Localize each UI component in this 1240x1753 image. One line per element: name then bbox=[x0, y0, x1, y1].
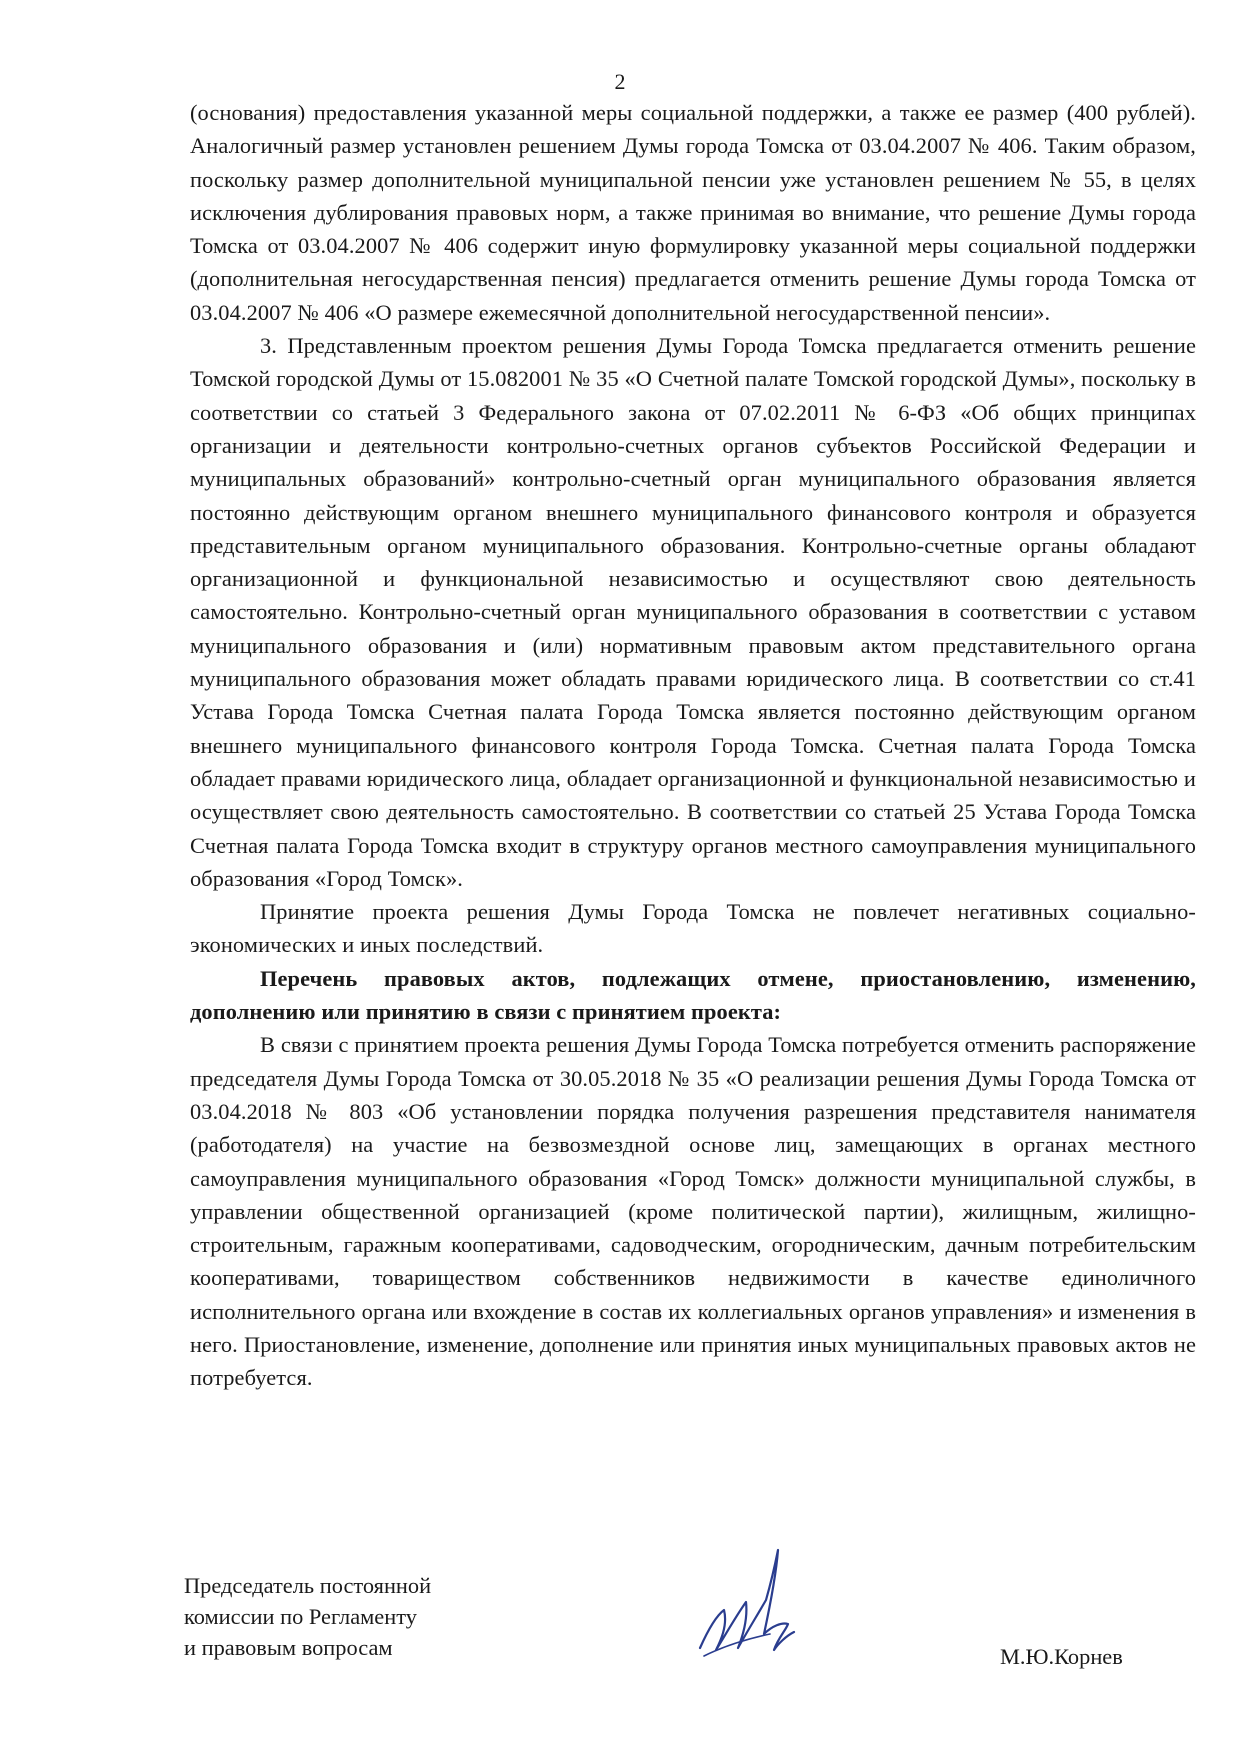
section-heading-legal-acts: Перечень правовых актов, подлежащих отмене, приостановлению, изменению, дополнению или принятию в связи с принятием проекта: bbox=[190, 965, 1196, 1025]
paragraph-continuation: (основания) предоставления указанной меры социальной поддержки, а также ее размер (400 рублей). Аналогичный размер установлен решением Думы города Томска от 03.04.2007 № 406. Таким образом, поскольку размер дополнительной муниципальной пенсии уже установлен решением № 55, в целях исключения дублирования правовых норм, а также принимая во внимание, что решение Думы города Томска от 03.04.2007 № 406 содержит иную формулировку указанной меры социальной поддержки (дополнительная негосударственная пенсия) предлагается отменить решение Думы города Томска от 03.04.2007 № 406 «О размере ежемесячной дополнительной негосударственной пенсии». bbox=[190, 100, 1196, 325]
paragraph-consequences: Принятие проекта решения Думы Города Томска не повлечет негативных социально-экономических и иных последствий. bbox=[190, 899, 1196, 958]
document-body bbox=[190, 96, 1196, 1395]
signatory-position-line: Председатель постоянной bbox=[184, 1573, 432, 1598]
signatory-name: М.Ю.Корнев bbox=[1000, 1644, 1123, 1669]
signatory-position-line: и правовым вопросам bbox=[184, 1635, 393, 1660]
signatory-position bbox=[184, 1570, 431, 1663]
handwritten-signature bbox=[690, 1530, 810, 1670]
page-number: 2 bbox=[614, 69, 626, 94]
paragraph-legal-acts: В связи с принятием проекта решения Думы Города Томска потребуется отменить распоряжение председателя Думы Города Томска от 30.05.2018 № 35 «О реализации решения Думы Города Томска от 03.04.2018 № 803 «Об установлении порядка получения разрешения представителя нанимателя (работодателя) на участие на безвозмездной основе лиц, замещающих в органах местного самоуправления муниципального образования «Город Томск» должности муниципальной службы, в управлении общественной организацией (кроме политической партии), жилищным, жилищно-строительным, гаражным кооперативами, садоводческим, огородническим, дачным потребительским кооперативами, товариществом собственников недвижимости в качестве единоличного исполнительного органа или вхождение в состав их коллегиальных органов управления» и изменения в него. Приостановление, изменение, дополнение или принятия иных муниципальных правовых актов не потребуется. bbox=[190, 1032, 1196, 1391]
signatory-position-line: комиссии по Регламенту bbox=[184, 1604, 417, 1629]
paragraph-point-3: 3. Представленным проектом решения Думы Города Томска предлагается отменить решение Томской городской Думы от 15.082001 № 35 «О Счетной палате Томской городской Думы», поскольку в соответствии со статьей 3 Федерального закона от 07.02.2011 № 6-ФЗ «Об общих принципах организации и деятельности контрольно-счетных органов субъектов Российской Федерации и муниципальных образований» контрольно-счетный орган муниципального образования является постоянно действующим органом внешнего муниципального финансового контроля и образуется представительным органом муниципального образования. Контрольно-счетные органы обладают организационной и функциональной независимостью и осуществляют свою деятельность самостоятельно. Контрольно-счетный орган муниципального образования в соответствии с уставом муниципального образования и (или) нормативным правовым актом представительного органа муниципального образования может обладать правами юридического лица. В соответствии со ст.41 Устава Города Томска Счетная палата Города Томска является постоянно действующим органом внешнего муниципального финансового контроля Города Томска. Счетная палата Города Томска обладает правами юридического лица, обладает организационной и функциональной независимостью и осуществляет свою деятельность самостоятельно. В соответствии со статьей 25 Устава Города Томска Счетная палата Города Томска входит в структуру органов местного самоуправления муниципального образования «Город Томск». bbox=[190, 333, 1196, 891]
